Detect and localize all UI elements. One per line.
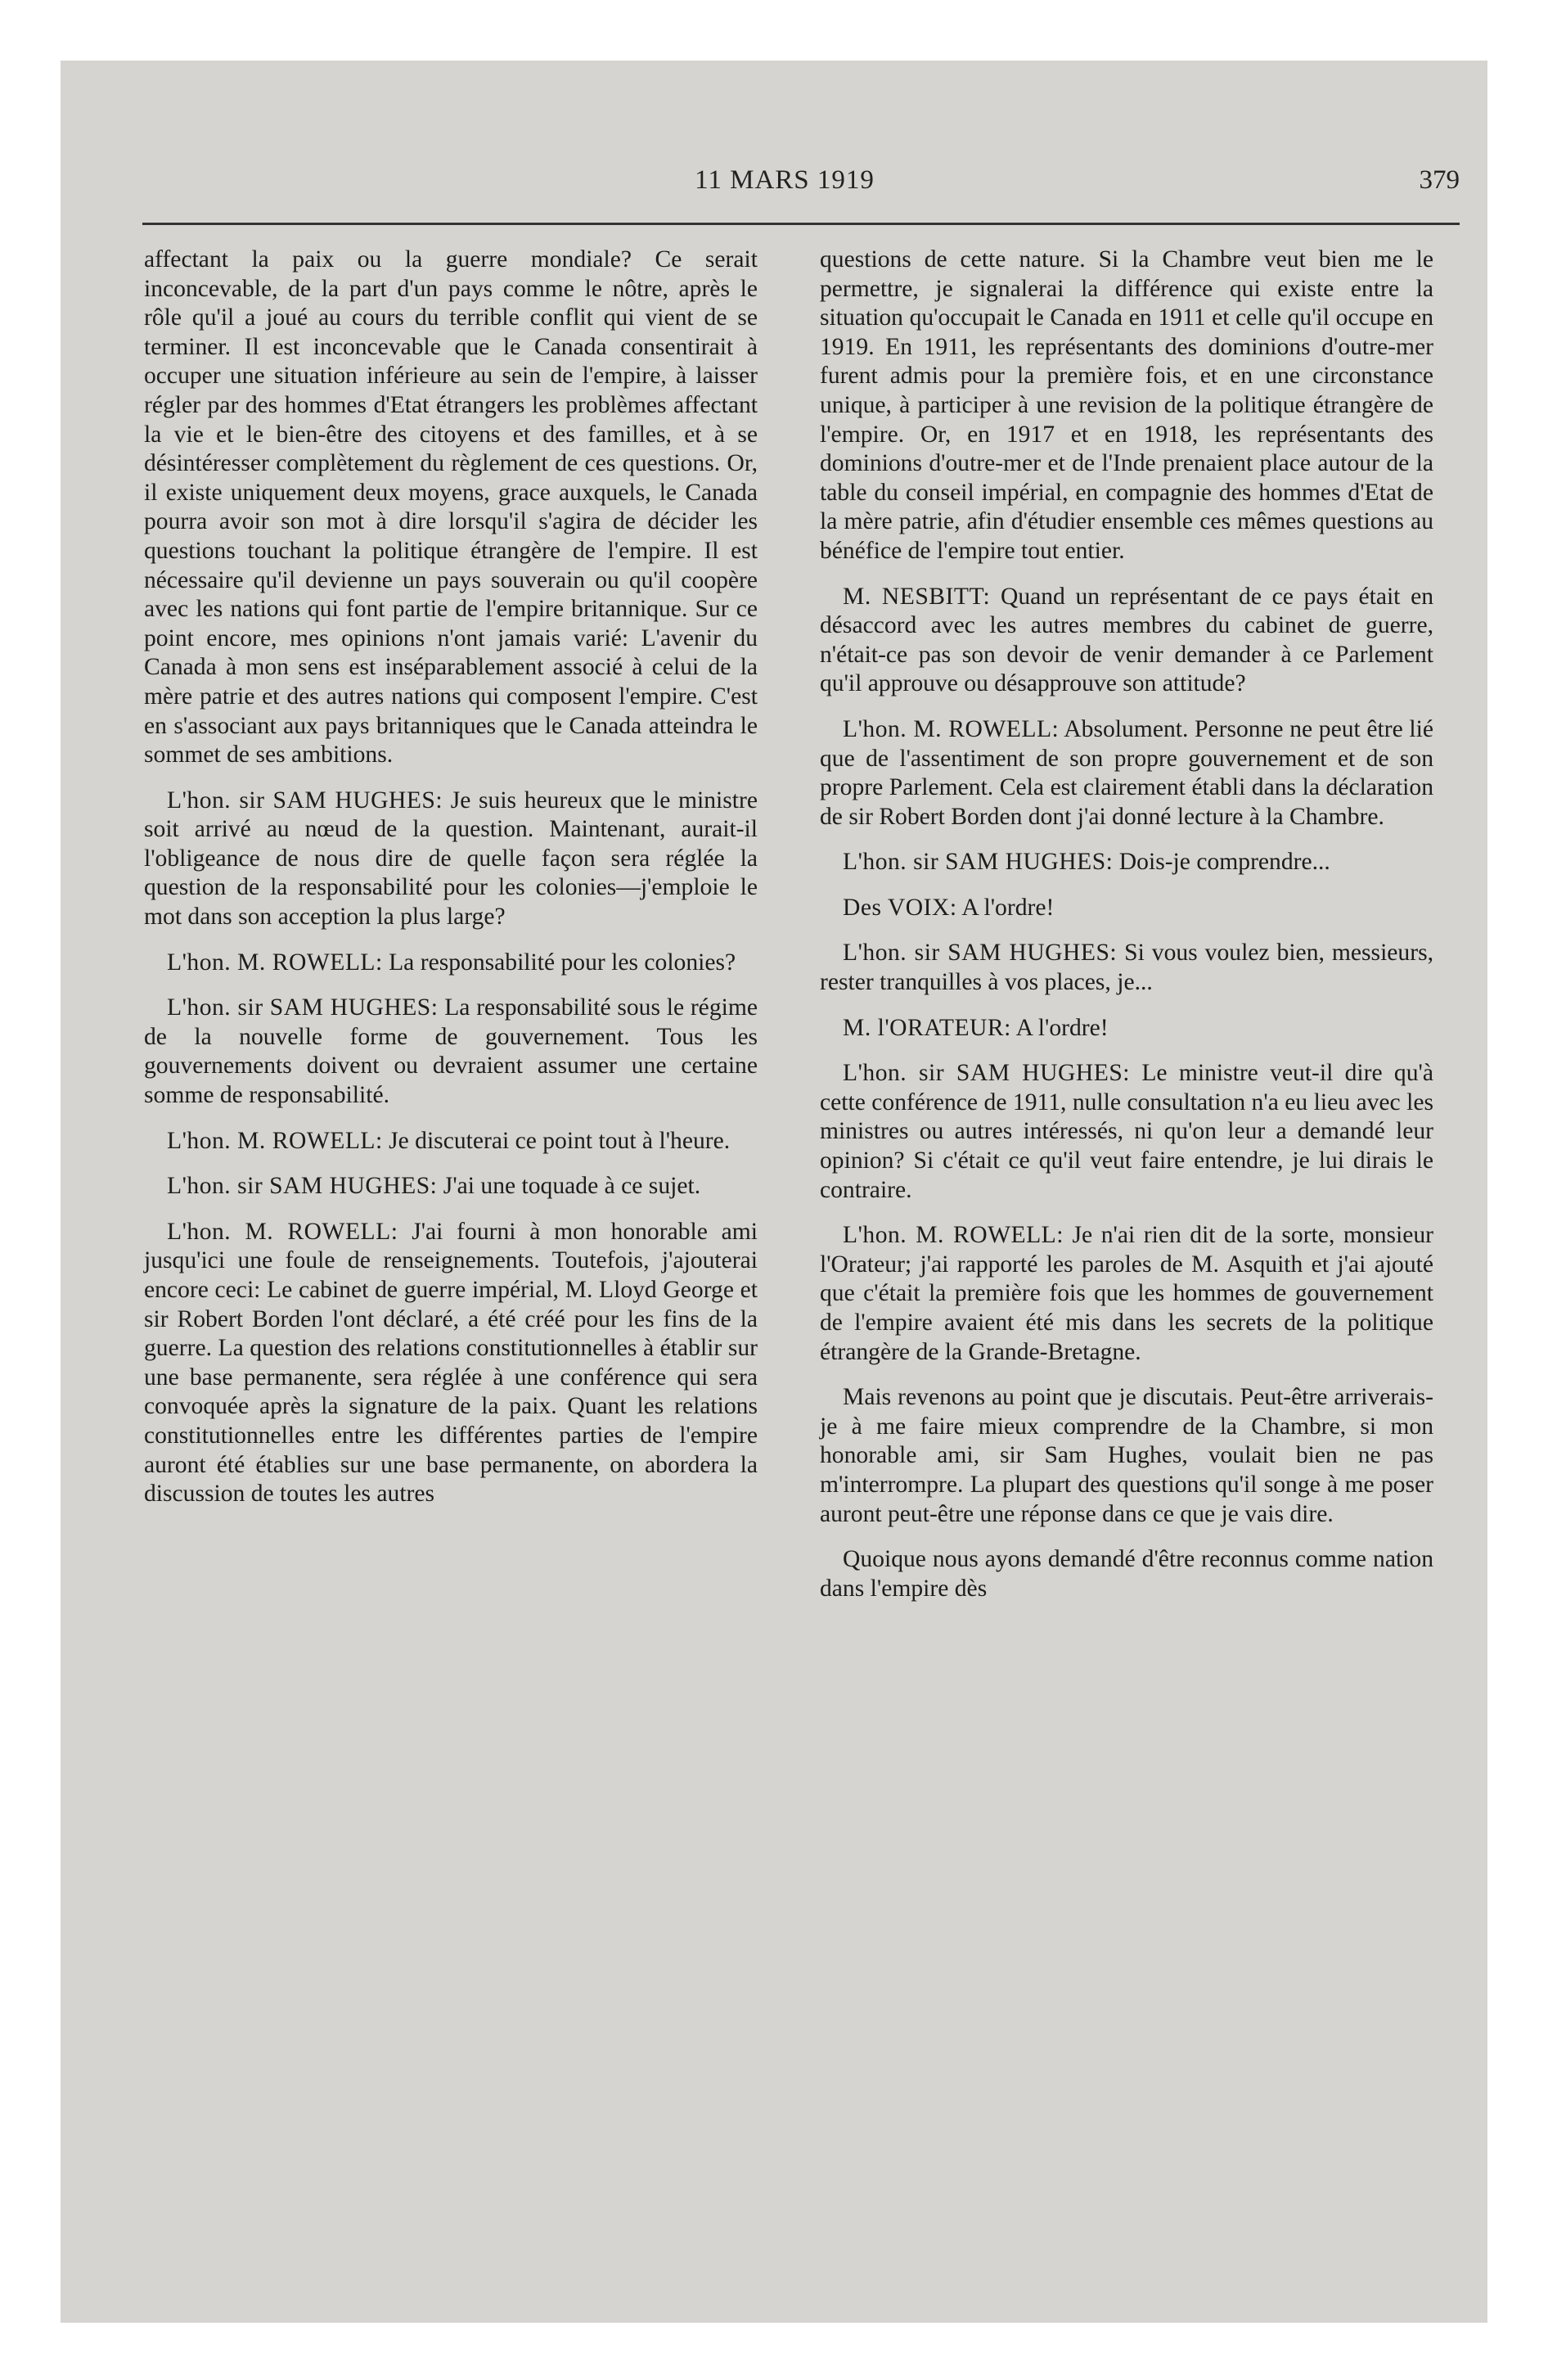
speaker-label: L'hon. M. ROWELL: — [843, 1222, 1064, 1249]
speech-paragraph — [820, 715, 1433, 832]
speech-text: J'ai fourni à mon honorable ami jusqu'ici une foule de renseignements. Toutefois, j'ajouterai encore ceci: Le cabinet de guerre impérial, M. Lloyd George et sir Robert Borden l'ont déclaré, a été créé pour les fins de la guerre. La question des relations constitutionnelles à établir sur une base permanente, sera réglée à une conférence qui sera convoquée après la signature de la paix. Quant les relations constitutionnelles entre les différentes parties de l'empire auront été établies sur une base permanente, on abordera la discussion de toutes les autres — [144, 1218, 758, 1508]
speech-paragraph — [820, 583, 1433, 699]
paragraph — [820, 1383, 1433, 1529]
speech-text: A l'ordre! — [961, 894, 1055, 921]
scanned-page — [61, 61, 1487, 2323]
speech-text: Le ministre veut-il dire qu'à cette conférence de 1911, nulle consultation n'a eu lieu avec les ministres ou autres intéressés, ni qu'on leur a demandé leur opinion? Si c'était ce qu'il veut faire entendre, je lui dirais le contraire. — [820, 1060, 1433, 1203]
speaker-label: L'hon. sir SAM HUGHES: — [843, 1060, 1131, 1087]
speech-text: Absolument. Personne ne peut être lié que de l'assentiment de son propre gouvernement et de son propre Parlement. Cela est clairement établi dans la déclaration de sir Robert Borden dont j'ai donné lecture à la Chambre. — [820, 715, 1434, 830]
page-number: 379 — [1419, 165, 1460, 195]
speech-paragraph — [144, 1127, 758, 1156]
speech-paragraph — [820, 1221, 1433, 1367]
paragraph-text: Mais revenons au point que je discutais. Peut-être arriverais-je à me faire mieux comprendre de la Chambre, si mon honorable ami, sir Sam Hughes, voulait bien ne pas m'interrompre. La plupart des questions qu'il songe à me poser auront peut-être une réponse dans ce que je vais dire. — [820, 1384, 1433, 1527]
speech-text: Je n'ai rien dit de la sorte, monsieur l'Orateur; j'ai rapporté les paroles de M. Asquith et j'ai ajouté que c'était la première fois que les hommes de gouvernement de l'empire avaient été mis dans les secrets de la politique étrangère de la Grande-Bretagne. — [820, 1222, 1434, 1365]
speech-text: Si vous voulez bien, messieurs, rester tranquilles à vos places, je... — [820, 940, 1433, 996]
speech-paragraph — [144, 1218, 758, 1509]
speaker-label: Des VOIX: — [843, 894, 957, 921]
speech-paragraph — [820, 1014, 1433, 1044]
speaker-label: L'hon. sir SAM HUGHES: — [167, 1173, 438, 1200]
speech-paragraph — [144, 994, 758, 1110]
speech-paragraph — [820, 1059, 1433, 1205]
speech-text: Je discuterai ce point tout à l'heure. — [389, 1127, 731, 1154]
speaker-label: L'hon. M. ROWELL: — [167, 1127, 383, 1154]
paragraph — [144, 246, 758, 770]
speech-paragraph — [144, 787, 758, 932]
speaker-label: L'hon. M. ROWELL: — [167, 1218, 398, 1245]
speaker-label: M. l'ORATEUR: — [843, 1014, 1011, 1041]
speech-text: La responsabilité pour les colonies? — [389, 949, 736, 976]
left-column — [144, 246, 758, 1526]
speech-text: La responsabilité sous le régime de la nouvelle forme de gouvernement. Tous les gouvernements doivent ou devraient assumer une certaine somme de responsabilité. — [144, 994, 758, 1109]
speaker-label: L'hon. sir SAM HUGHES: — [843, 849, 1114, 876]
speech-text: Quand un représentant de ce pays était en désaccord avec les autres membres du cabinet de guerre, n'était-ce pas son devoir de venir demander à ce Parlement qu'il approuve ou désapprouve son attitude? — [820, 583, 1433, 697]
speech-text: A l'ordre! — [1015, 1014, 1109, 1041]
header-date: 11 MARS 1919 — [695, 165, 875, 195]
paragraph-text: questions de cette nature. Si la Chambre veut bien me le permettre, je signalerai la différence qui existe entre la situation qu'occupait le Canada en 1911 et celle qu'il occupe en 1919. En 1911, les représentants des dominions d'outre-mer furent admis pour la première fois, et en une circonstance unique, à participer à une revision de la politique étrangère de l'empire. Or, en 1917 et en 1918, les représentants des dominions d'outre-mer et de l'Inde prenaient place autour de la table du conseil impérial, en compagnie des hommes d'Etat de la mère patrie, afin d'étudier ensemble ces mêmes questions au bénéfice de l'empire tout entier. — [820, 246, 1433, 564]
speech-paragraph — [144, 949, 758, 978]
speech-paragraph — [144, 1172, 758, 1201]
speaker-label: L'hon. sir SAM HUGHES: — [167, 787, 443, 814]
speech-paragraph — [820, 848, 1433, 877]
speech-text: Dois-je comprendre... — [1118, 849, 1330, 876]
right-column — [820, 246, 1433, 1620]
speaker-label: L'hon. M. ROWELL: — [843, 715, 1060, 742]
speaker-label: L'hon. M. ROWELL: — [167, 949, 383, 976]
speech-paragraph — [820, 939, 1433, 997]
speech-text: J'ai une toquade à ce sujet. — [443, 1173, 701, 1200]
paragraph-text: affectant la paix ou la guerre mondiale? Ce serait inconcevable, de la part d'un pays comme le nôtre, après le rôle qu'il a joué au cours du terrible conflit qui vient de se terminer. Il est inconcevable que le Canada consentirait à occuper une situation inférieure au sein de l'empire, à laisser régler par des hommes d'Etat étrangers les problèmes affectant la vie et le bien-être des citoyens et des familles, et à se désintéresser complètement du règlement de ces questions. Or, il existe uniquement deux moyens, grace auxquels, le Canada pourra avoir son mot à dire lorsqu'il s'agira de décider les questions touchant la politique étrangère de l'empire. Il est nécessaire qu'il devienne un pays souverain ou qu'il coopère avec les nations qui font partie de l'empire britannique. Sur ce point encore, mes opinions n'ont jamais varié: L'avenir du Canada à mon sens est inséparablement associé à celui de la mère patrie et des autres nations qui composent l'empire. C'est en s'associant aux pays britanniques que le Canada atteindra le sommet de ses ambitions. — [144, 246, 758, 769]
paragraph — [820, 246, 1433, 566]
speech-text: Je suis heureux que le ministre soit arrivé au nœud de la question. Maintenant, aurait-il l'obligeance de nous dire de quelle façon sera réglée la question de la responsabilité pour les colonies—j'emploie le mot dans son acception la plus large? — [144, 787, 758, 931]
paragraph-text: Quoique nous ayons demandé d'être reconnus comme nation dans l'empire dès — [820, 1546, 1433, 1602]
speech-paragraph — [820, 894, 1433, 923]
speaker-label: L'hon. sir SAM HUGHES: — [843, 940, 1118, 967]
speaker-label: L'hon. sir SAM HUGHES: — [167, 994, 439, 1021]
header-rule — [142, 223, 1460, 225]
paragraph — [820, 1545, 1433, 1603]
page-header — [110, 165, 1460, 223]
speaker-label: M. NESBITT: — [843, 583, 991, 610]
